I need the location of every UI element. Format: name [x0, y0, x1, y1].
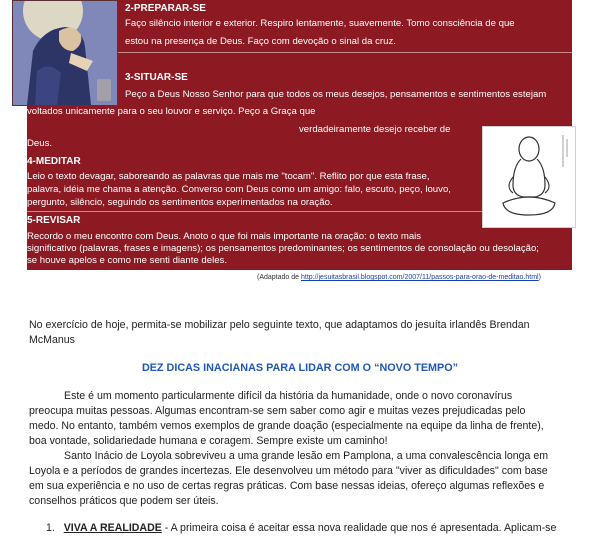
meditating-figure-image: [482, 126, 576, 228]
text-line: Este é um momento particularmente difícil da história da humanidade, onde o novo coronavírus: [64, 390, 513, 402]
step-text-line: voltados unicamente para o seu louvor e serviço. Peço a Graça que: [27, 106, 316, 117]
step-text-line: pergunto, silêncio, seguindo os sentimentos experimentados na oração.: [27, 197, 333, 208]
step-heading: 3-SITUAR-SE: [125, 72, 188, 83]
text-line: medo. No entanto, também vemos exemplos de grande doação (especialmente na equipe da linha de frente),: [29, 420, 544, 433]
list-text: - A primeira coisa é aceitar essa nova realidade que nos é apresentada. Aplicam-se: [161, 522, 557, 534]
body-paragraph-2: [29, 449, 572, 509]
meditating-figure-icon: [483, 127, 575, 227]
body-paragraph-1: [29, 389, 572, 449]
text-line: em sua experiência e no uso de certas regras práticas. Com base nessas ideias, ofereço algumas reflexões e: [29, 480, 545, 493]
list-heading: VIVA A REALIDADE: [63, 522, 162, 534]
step-text-line: Leio o texto devagar, saboreando as palavras que mais me "tocam". Reflito por que esta frase,: [27, 171, 430, 182]
step-text-line: palavra, idéia me chama a atenção. Converso com Deus como um amigo: falo, escuto, peço, louvo,: [27, 184, 451, 195]
source-note-suffix: ): [538, 274, 541, 281]
text-line: preocupa muitas pessoas. Algumas encontram-se sem saber como agir e muitas vezes prejudicadas pelo: [29, 405, 526, 418]
section-title: DEZ DICAS INACIANAS PARA LIDAR COM O “NOVO TEMPO”: [141, 362, 459, 374]
step-text-line: Recordo o meu encontro com Deus. Anoto o que foi mais importante na oração: o texto mais: [27, 231, 422, 242]
praying-figure-image: [12, 0, 118, 106]
step-heading: 2-PREPARAR-SE: [125, 3, 206, 14]
step-text-line: Peço a Deus Nosso Senhor para que todos os meus desejos, pensamentos e sentimentos estejam: [125, 89, 547, 100]
step-text-line: significativo (palavras, frases e imagens); os pensamentos predominantes; os sentimentos de consolação ou desolação;: [27, 243, 539, 254]
step-text-line: verdadeiramente desejo receber de: [299, 124, 451, 135]
source-link[interactable]: http://jesuitasbrasil.blogspot.com/2007/11/passos-para-orao-de-meditao.html: [300, 274, 539, 281]
text-line: No exercício de hoje, permita-se mobilizar pelo seguinte texto, que adaptamos do jesuíta irlandês Brendan: [29, 319, 530, 331]
step-text-line: estou na presença de Deus. Faço com devoção o sinal da cruz.: [125, 36, 396, 47]
step-heading: 4-MEDITAR: [27, 156, 81, 167]
list-number: 1.: [46, 522, 55, 534]
text-line: Loyola e a períodos de grandes incertezas. Ele desenvolveu um método para "viver as dificuldades" com base: [29, 465, 548, 478]
text-line: McManus: [29, 334, 75, 347]
praying-figure-icon: [13, 1, 117, 105]
source-note: [257, 274, 541, 281]
text-line: boa vontade, solidariedade humana e coragem. Sempre existe um caminho!: [29, 435, 388, 448]
text-line: Santo Inácio de Loyola sobreviveu a uma grande lesão em Pamplona, a uma convalescência longa em: [64, 450, 549, 462]
list-item-1: [46, 522, 556, 534]
step-heading: 5-REVISAR: [27, 215, 81, 226]
step-text-line: Faço silêncio interior e exterior. Respiro lentamente, suavemente. Tomo consciência de que: [125, 18, 515, 29]
intro-paragraph: [29, 318, 572, 348]
step-text-line: Deus.: [27, 138, 53, 149]
step-text-line: se houve apelos e como me senti diante deles.: [27, 255, 227, 266]
source-note-prefix: (Adaptado de: [257, 274, 301, 281]
text-line: conselhos práticos que podem ser úteis.: [29, 495, 219, 508]
